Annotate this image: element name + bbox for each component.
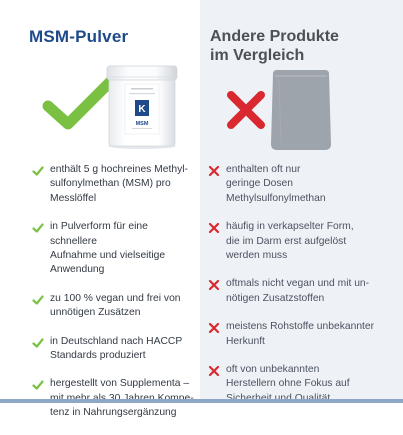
list-item	[32, 163, 197, 206]
list-item	[208, 220, 398, 263]
jar-label-text: MSM	[135, 121, 149, 127]
list-item	[32, 335, 197, 364]
checkmark-icon	[32, 165, 44, 177]
msm-benefits-list	[32, 163, 197, 435]
bottom-divider	[0, 399, 403, 403]
list-item	[208, 320, 398, 349]
item-text: enthalten oft nur geringe Dosen Methylsulfonylmethan	[226, 164, 326, 204]
comparison-title: Andere Produkte im Vergleich	[210, 28, 339, 64]
item-text: meistens Rohstoffe unbekannter Herkunft	[226, 321, 375, 347]
cross-icon	[208, 165, 220, 177]
item-text: zu 100 % vegan und frei von unnötigen Zusätzen	[50, 292, 181, 319]
comparison-column	[200, 0, 403, 403]
cross-icon	[208, 322, 220, 334]
cross-icon	[208, 365, 220, 377]
item-text: oft von unbekannten Herstellern ohne Fokus auf	[226, 364, 350, 390]
generic-product-pouch	[269, 68, 333, 152]
list-item	[32, 220, 197, 278]
item-text: enthält 5 g hochreines Methyl- sulfonylmethan (MSM) pro Messlöffel	[50, 164, 188, 204]
large-cross-icon	[225, 89, 267, 131]
checkmark-icon	[32, 337, 44, 349]
item-text: oftmals nicht vegan und mit un- nötigen Zusatzstoffen	[226, 278, 370, 304]
checkmark-icon	[32, 222, 44, 234]
msm-title: MSM-Pulver	[29, 27, 129, 46]
checkmark-icon	[32, 294, 44, 306]
list-item	[32, 292, 197, 321]
comparison-drawbacks-list	[208, 163, 398, 420]
list-item	[208, 163, 398, 206]
msm-product-jar	[105, 62, 179, 150]
item-text: hergestellt von Supplementa – tenz in Nahrungsergänzung	[50, 378, 190, 419]
msm-column	[0, 0, 200, 419]
cross-icon	[208, 222, 220, 234]
checkmark-icon	[32, 379, 44, 391]
item-text: in Deutschland nach HACCP Standards produziert	[50, 335, 183, 362]
svg-text:K: K	[138, 104, 146, 115]
item-text: in Pulverform für eine schnellere Aufnahme und vielseitige Anwendung	[50, 221, 166, 276]
item-text: häufig in verkapselter Form, die im Darm erst aufgelöst werden muss	[226, 221, 354, 262]
cross-icon	[208, 279, 220, 291]
list-item	[208, 277, 398, 306]
